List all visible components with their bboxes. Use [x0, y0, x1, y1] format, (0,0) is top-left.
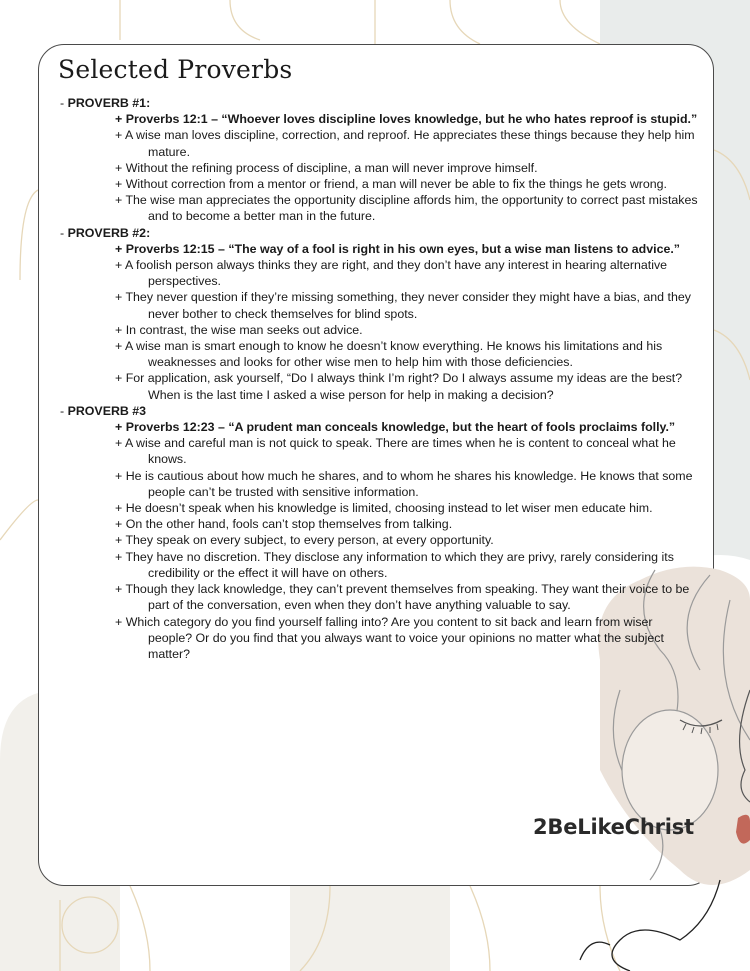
proverbs-list	[60, 95, 700, 662]
list-item: + A wise and careful man is not quick to speak. There are times when he is content to conceal what he knows.	[115, 436, 676, 467]
list-item: + The wise man appreciates the opportunity discipline affords him, the opportunity to correct past mistakes and to become a better man in the future.	[115, 193, 698, 224]
list-item: + A wise man is smart enough to know he doesn’t know everything. He knows his limitations and his weaknesses and looks for other wise men to help him with those deficiencies.	[115, 339, 663, 370]
list-item: + On the other hand, fools can’t stop themselves from talking.	[115, 517, 453, 532]
list-item: + He doesn’t speak when his knowledge is limited, choosing instead to let wiser men educate him.	[115, 501, 653, 516]
list-item: + Though they lack knowledge, they can’t prevent themselves from speaking. They want their voice to be part of the conversation, even when they don’t have anything valuable to say.	[115, 582, 690, 613]
section-heading: - PROVERB #3	[60, 403, 147, 418]
list-item: + They never question if they’re missing something, they never consider they might have a bias, and they never bother to check themselves for blind spots.	[115, 290, 691, 321]
list-item: + They have no discretion. They disclose any information to which they are privy, rarely considering its credibility or the effect it will have on others.	[115, 549, 674, 580]
list-item: + They speak on every subject, to every person, at every opportunity.	[115, 533, 494, 548]
page-title: Selected Proverbs	[58, 55, 293, 84]
proverb-section	[60, 95, 700, 225]
proverb-section	[60, 225, 700, 403]
list-item: + Without the refining process of discipline, a man will never improve himself.	[115, 160, 538, 175]
proverb-section	[60, 403, 700, 662]
list-item: + Proverbs 12:15 – “The way of a fool is right in his own eyes, but a wise man listens to advice.”	[115, 241, 680, 256]
section-heading: - PROVERB #2:	[60, 225, 151, 240]
list-item: + He is cautious about how much he shares, and to whom he shares his knowledge. He knows that some people can’t be trusted with sensitive information.	[115, 468, 693, 499]
list-item: + Without correction from a mentor or friend, a man will never be able to fix the things he gets wrong.	[115, 177, 668, 192]
list-item: + A foolish person always thinks they are right, and they don’t have any interest in hearing alternative perspectives.	[115, 258, 668, 289]
list-item: + Proverbs 12:1 – “Whoever loves discipline loves knowledge, but he who hates reproof is stupid.”	[115, 112, 698, 127]
list-item: + Which category do you find yourself falling into? Are you content to sit back and learn from wiser people? Or do you find that you always want to voice your opinions no matter what the subject matter?	[115, 614, 664, 661]
brand-logo: 2BeLikeChrist	[533, 815, 694, 839]
list-item: + A wise man loves discipline, correction, and reproof. He appreciates these things because they help him mature.	[115, 128, 695, 159]
list-item: + For application, ask yourself, “Do I always think I’m right? Do I always assume my ideas are the best? When is the last time I asked a wise person for help in making a decision?	[115, 371, 683, 402]
section-heading: - PROVERB #1:	[60, 96, 151, 110]
list-item: + Proverbs 12:23 – “A prudent man conceals knowledge, but the heart of fools proclaims folly.”	[115, 420, 676, 435]
list-item: + In contrast, the wise man seeks out advice.	[115, 322, 363, 337]
